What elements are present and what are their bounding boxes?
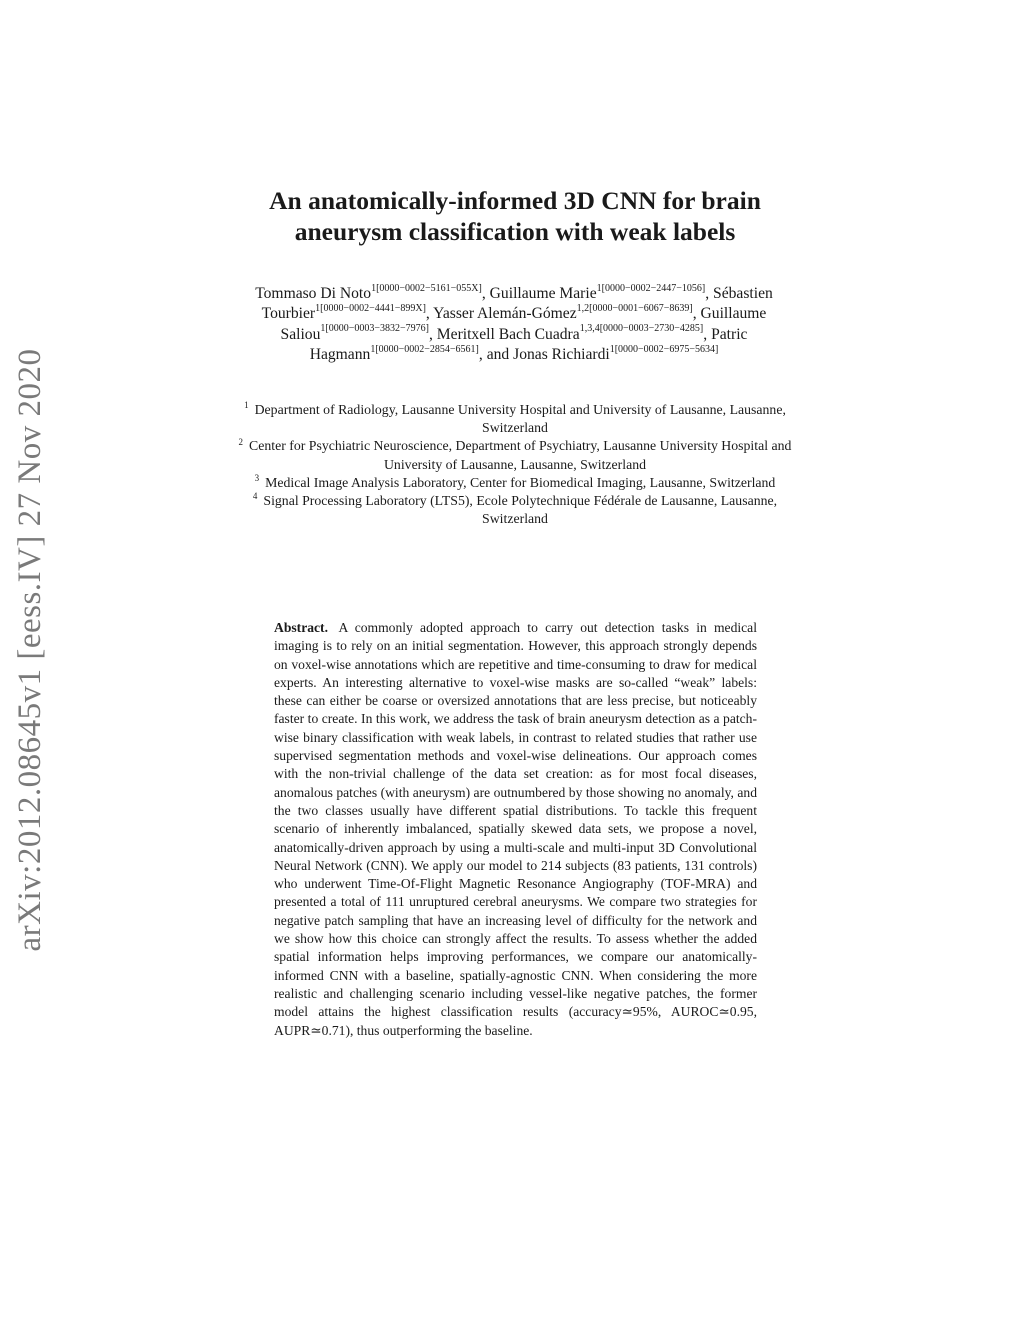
author: Tommaso Di Noto$^{1[0000-0002-5161-055X]}$ <box>255 282 482 302</box>
abstract <box>274 619 757 1040</box>
affiliation: $^4$ Signal Processing Laboratory (LTS5), Ecole Polytechnique Fédérale de Lausanne, Lausanne, Switzerland <box>252 491 778 527</box>
author: Patric Hagmann$^{1[0000-0002-2854-6561]}$ <box>309 325 748 363</box>
paper-title <box>240 185 790 247</box>
author: Guillaume Marie$^{1[0000-0002-2447-1056]}$ <box>489 282 706 302</box>
abstract-text: A commonly adopted approach to carry out detection tasks in medical imaging is to rely on an initial segmentation. However, this approach strongly depends on voxel-wise annotations which are repetitive and time-consuming to draw for medical experts. An interesting alternative to voxel-wise masks are so-called “weak” labels: these can either be coarse or oversized annotations that are less precise, but noticeably faster to create. In this work, we address the task of brain aneurysm detection as a patch-wise binary classification with weak labels, in contrast to related studies that rather use supervised segmentation methods and voxel-wise delineations. Our approach comes with the non-trivial challenge of the data set creation: as for most focal diseases, anomalous patches (with aneurysm) are outnumbered by those showing no anomaly, and the two classes usually have different spatial distributions. To tackle this frequent scenario of inherently imbalanced, spatially skewed data sets, we propose a novel, anatomically-driven approach by using a multi-scale and multi-input 3D Convolutional Neural Network (CNN). We apply our model to 214 subjects (83 patients, 131 controls) who underwent Time-Of-Flight Magnetic Resonance Angiography (TOF-MRA) and presented a total of 111 unruptured cerebral aneurysms. We compare two strategies for negative patch sampling that have an increasing level of difficulty for the network and we show how this choice can strongly affect the results. To assess whether the added spatial information helps improving performances, we compare our anatomically-informed CNN with a baseline, spatially-agnostic CNN. When considering the more realistic and challenging scenario including vessel-like negative patches, the former model attains the highest classification results (accuracy≃95%, AUROC≃0.95, AUPR≃0.71), thus outperforming the baseline. <box>274 620 757 1038</box>
abstract-label: Abstract. <box>274 620 328 635</box>
affiliation-list <box>235 401 795 528</box>
author: Yasser Alemán-Gómez$^{1,2[0000-0001-6067-8639]}$ <box>433 303 693 323</box>
arxiv-identifier: arXiv:2012.08645v1 [eess.IV] 27 Nov 2020 <box>12 348 48 952</box>
author-list: Tommaso Di Noto$^{1[0000-0002-5161-055X]}$, Guillaume Marie$^{1[0000-0002-2447-1056]}$, Sébastien Tourbier$^{1[0000-0002-4441-899X]}$, Yasser Alemán-Gómez$^{1,2[0000-0001-6067-8639]}$, Guillaume Saliou$^{1[0000-0003-3832-7976]}$, Meritxell Bach Cuadra$^{1,3,4[0000-0003-2730-4285]}$, Patric Hagmann$^{1[0000-0002-2854-6561]}$, and Jonas Richiardi$^{1[0000-0002-6975-5634]}$ <box>255 282 773 363</box>
title-line-2: aneurysm classification with weak labels <box>294 217 736 246</box>
author: Guillaume Saliou$^{1[0000-0003-3832-7976]}$ <box>280 305 767 343</box>
author: Meritxell Bach Cuadra$^{1,3,4[0000-0003-2730-4285]}$ <box>436 323 704 343</box>
author: Sébastien Tourbier$^{1[0000-0002-4441-899X]}$ <box>261 285 773 323</box>
affiliation: $^1$ Department of Radiology, Lausanne University Hospital and University of Lausanne, Lausanne, Switzerland <box>244 400 786 436</box>
affiliation: $^3$ Medical Image Analysis Laboratory, Center for Biomedical Imaging, Lausanne, Switzerland <box>254 473 776 490</box>
title-line-1: An anatomically-informed 3D CNN for brain <box>269 186 761 215</box>
author: Jonas Richiardi$^{1[0000-0002-6975-5634]}$ <box>513 343 719 363</box>
affiliation: $^2$ Center for Psychiatric Neuroscience, Department of Psychiatry, Lausanne University Hospital and University of Lausanne, Lausanne, Switzerland <box>238 436 792 472</box>
